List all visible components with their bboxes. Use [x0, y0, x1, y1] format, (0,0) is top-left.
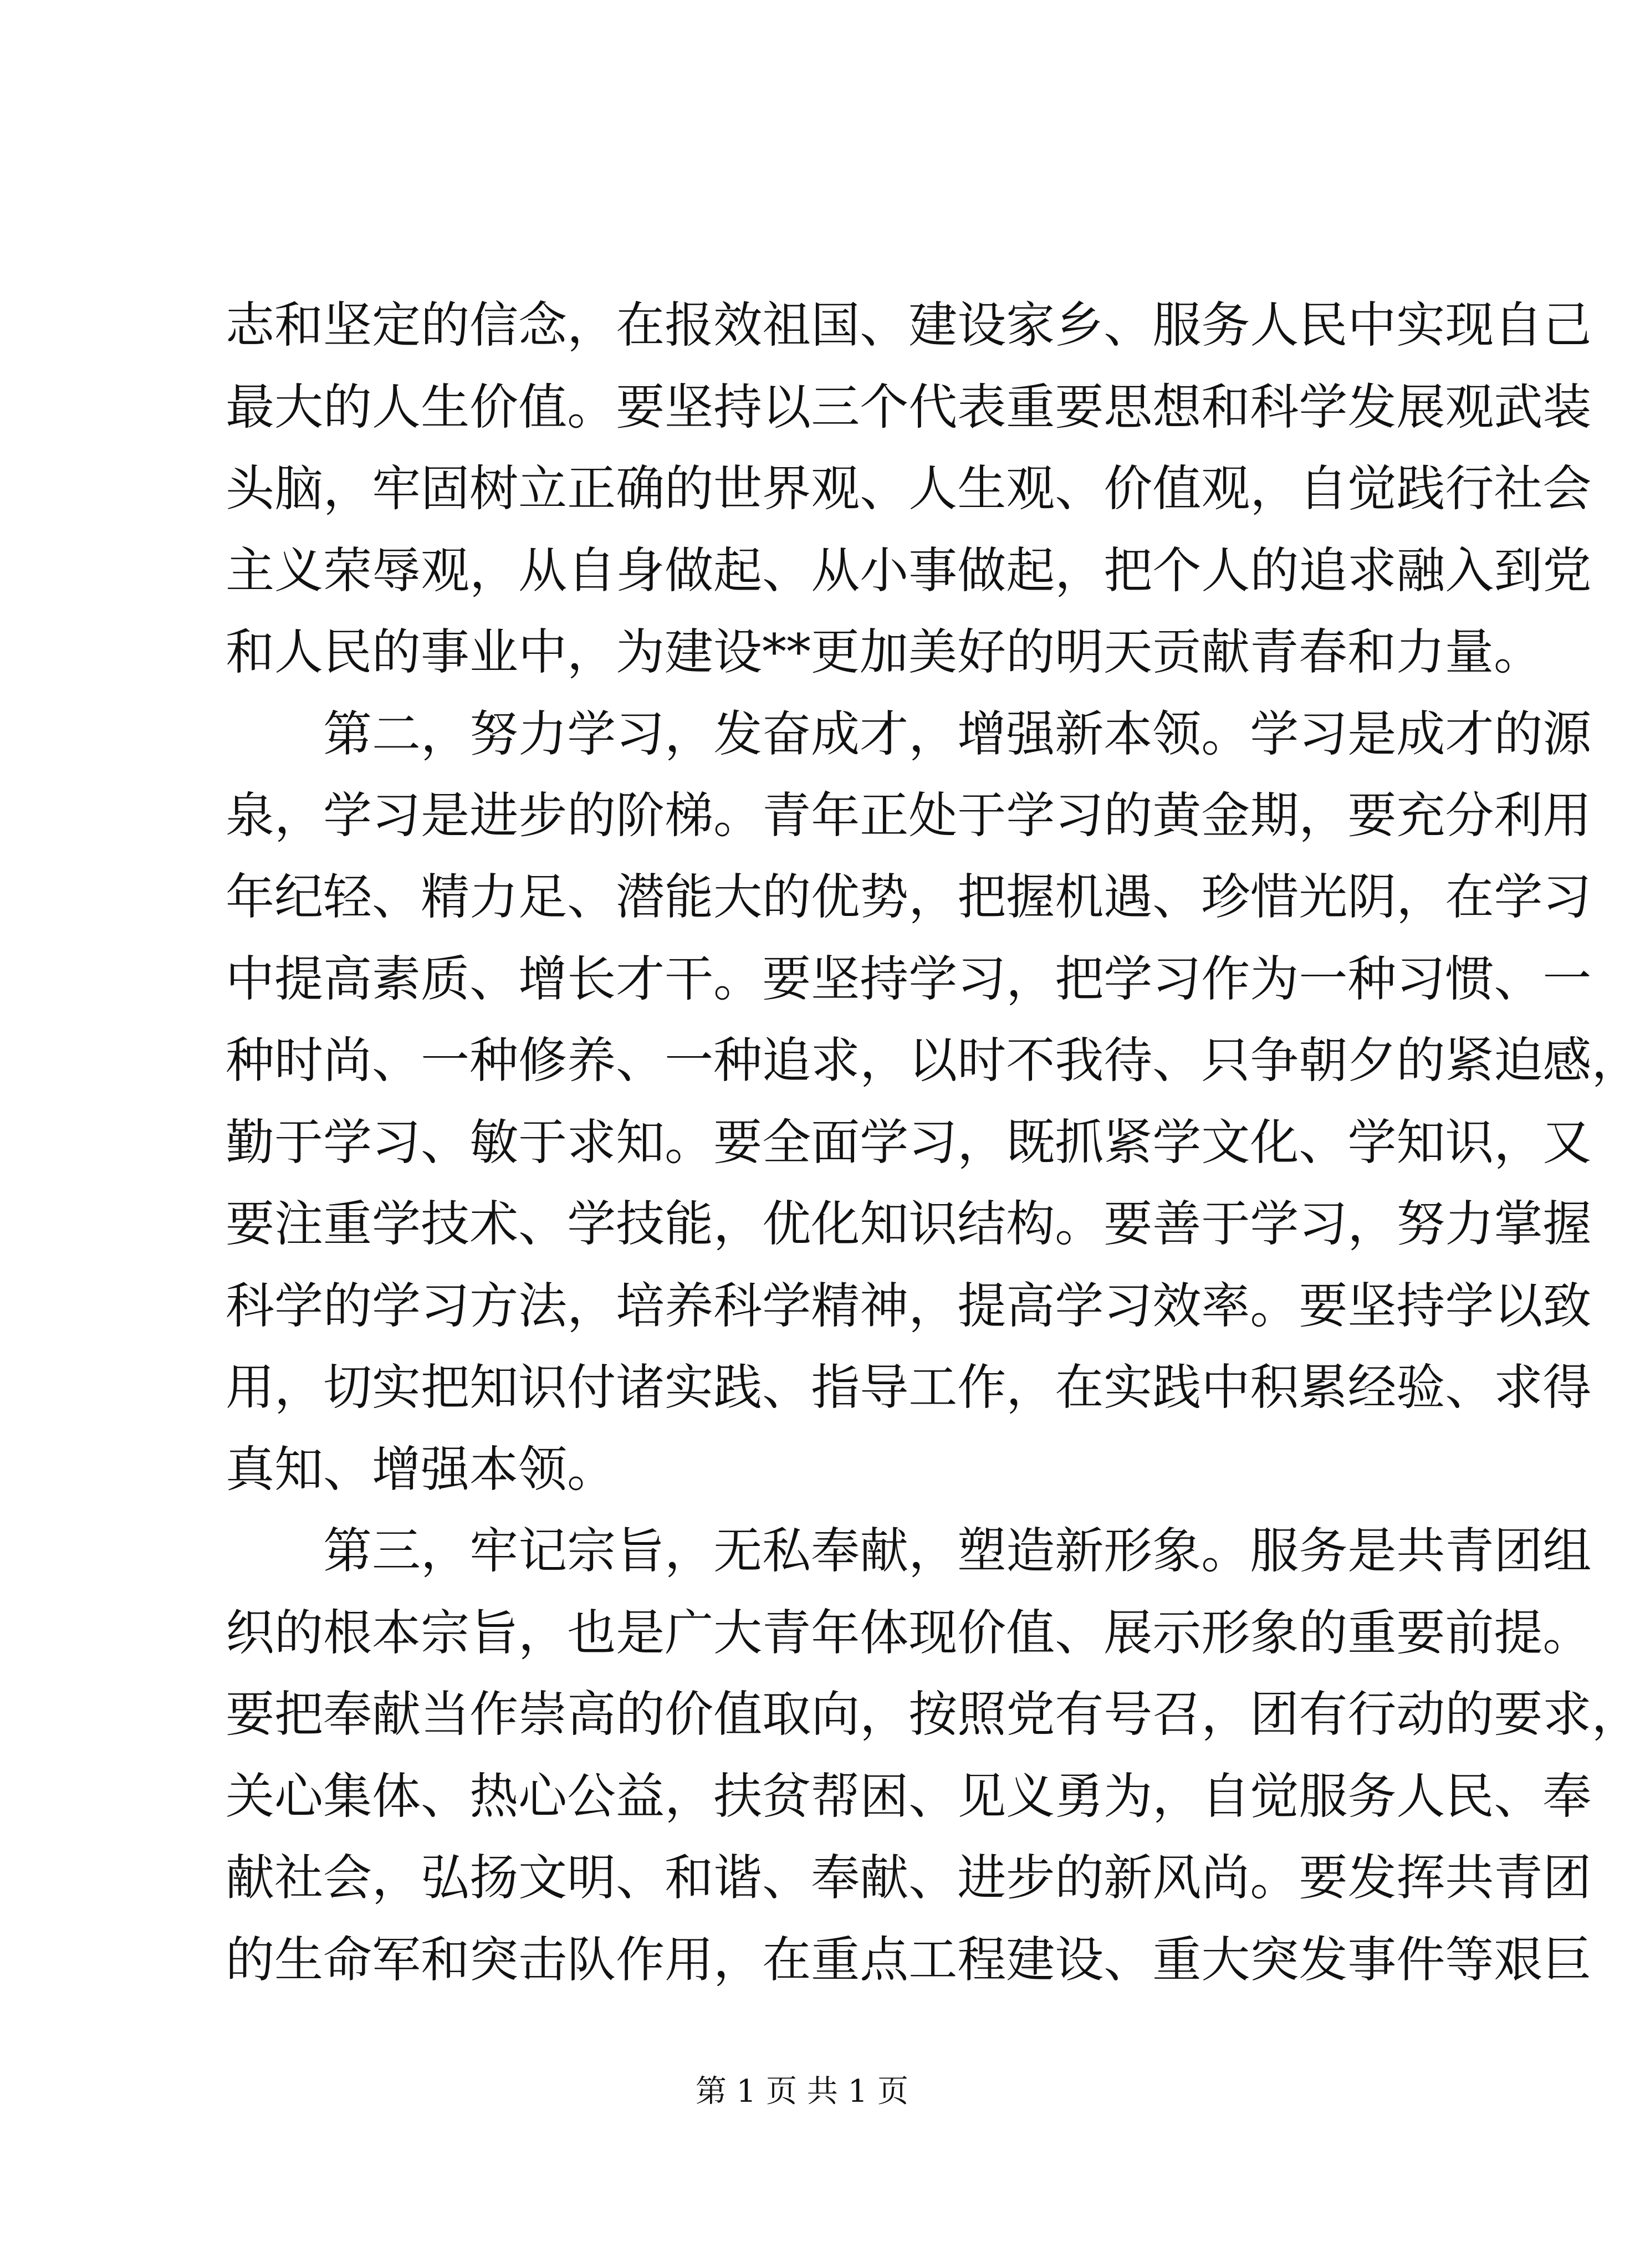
text-line: 主 义 荣 辱 观 ， 从 自 身 做 起 、 从 小 事 做 起 ， 把 个 人 的 追 求 融 入 到 党	[226, 542, 1592, 599]
text-line: 泉 ， 学 习 是 进 步 的 阶 梯 。 青 年 正 处 于 学 习 的 黄 金 期 ， 要 充 分 利 用	[226, 787, 1592, 844]
page-footer: 第 1 页 共 1 页	[695, 2074, 909, 2110]
text-line: 年 纪 轻 、 精 力 足 、 潜 能 大 的 优 势 ， 把 握 机 遇 、 珍 惜 光 阴 ， 在 学 习	[226, 868, 1592, 925]
text-line: 和人民的事业中，为建设**更加美好的明天贡献青春和力量。	[226, 623, 1543, 680]
text-line: 真知、增强本领。	[226, 1441, 616, 1498]
text-line: 勤 于 学 习 、 敏 于 求 知 。 要 全 面 学 习 ， 既 抓 紧 学 文 化 、 学 知 识 ， 又	[226, 1114, 1592, 1171]
text-line: 中 提 高 素 质 、 增 长 才 干 。 要 坚 持 学 习 ， 把 学 习 作 为 一 种 习 惯 、 一	[226, 950, 1592, 1007]
text-line: 献 社 会 ， 弘 扬 文 明 、 和 谐 、 奉 献 、 进 步 的 新 风 尚 。 要 发 挥 共 青 团	[226, 1849, 1592, 1906]
text-line: 要 注 重 学 技 术 、 学 技 能 ， 优 化 知 识 结 构 。 要 善 于 学 习 ， 努 力 掌 握	[226, 1195, 1592, 1252]
text-line: 头 脑 ， 牢 固 树 立 正 确 的 世 界 观 、 人 生 观 、 价 值 观 ， 自 觉 践 行 社 会	[226, 460, 1592, 517]
text-line: 要 把 奉 献 当 作 崇 高 的 价 值 取 向 ， 按 照 党 有 号 召 ， 团 有 行 动 的 要 求 ，	[226, 1686, 1640, 1743]
text-line: 用 ， 切 实 把 知 识 付 诸 实 践 、 指 导 工 作 ， 在 实 践 中 积 累 经 验 、 求 得	[226, 1359, 1592, 1416]
text-line: 的 生 命 军 和 突 击 队 作 用 ， 在 重 点 工 程 建 设 、 重 大 突 发 事 件 等 艰 巨	[226, 1931, 1592, 1988]
text-line: 织 的 根 本 宗 旨 ， 也 是 广 大 青 年 体 现 价 值 、 展 示 形 象 的 重 要 前 提 。	[226, 1604, 1592, 1661]
text-line: 最 大 的 人 生 价 值 。 要 坚 持 以 三 个 代 表 重 要 思 想 和 科 学 发 展 观 武 装	[226, 378, 1592, 436]
text-line: 种 时 尚 、 一 种 修 养 、 一 种 追 求 ， 以 时 不 我 待 、 只 争 朝 夕 的 紧 迫 感 ，	[226, 1032, 1640, 1089]
text-line: 科 学 的 学 习 方 法 ， 培 养 科 学 精 神 ， 提 高 学 习 效 率 。 要 坚 持 学 以 致	[226, 1277, 1592, 1334]
text-line: 关 心 集 体 、 热 心 公 益 ， 扶 贫 帮 困 、 见 义 勇 为 ， 自 觉 服 务 人 民 、 奉	[226, 1768, 1592, 1825]
text-line: 志 和 坚 定 的 信 念 ， 在 报 效 祖 国 、 建 设 家 乡 、 服 务 人 民 中 实 现 自 己	[226, 296, 1592, 354]
paragraph-first-line: 第 三 ， 牢 记 宗 旨 ， 无 私 奉 献 ， 塑 造 新 形 象 。 服 务 是 共 青 团 组	[323, 1522, 1592, 1579]
paragraph-first-line: 第 二 ， 努 力 学 习 ， 发 奋 成 才 ， 增 强 新 本 领 。 学 习 是 成 才 的 源	[323, 705, 1592, 762]
